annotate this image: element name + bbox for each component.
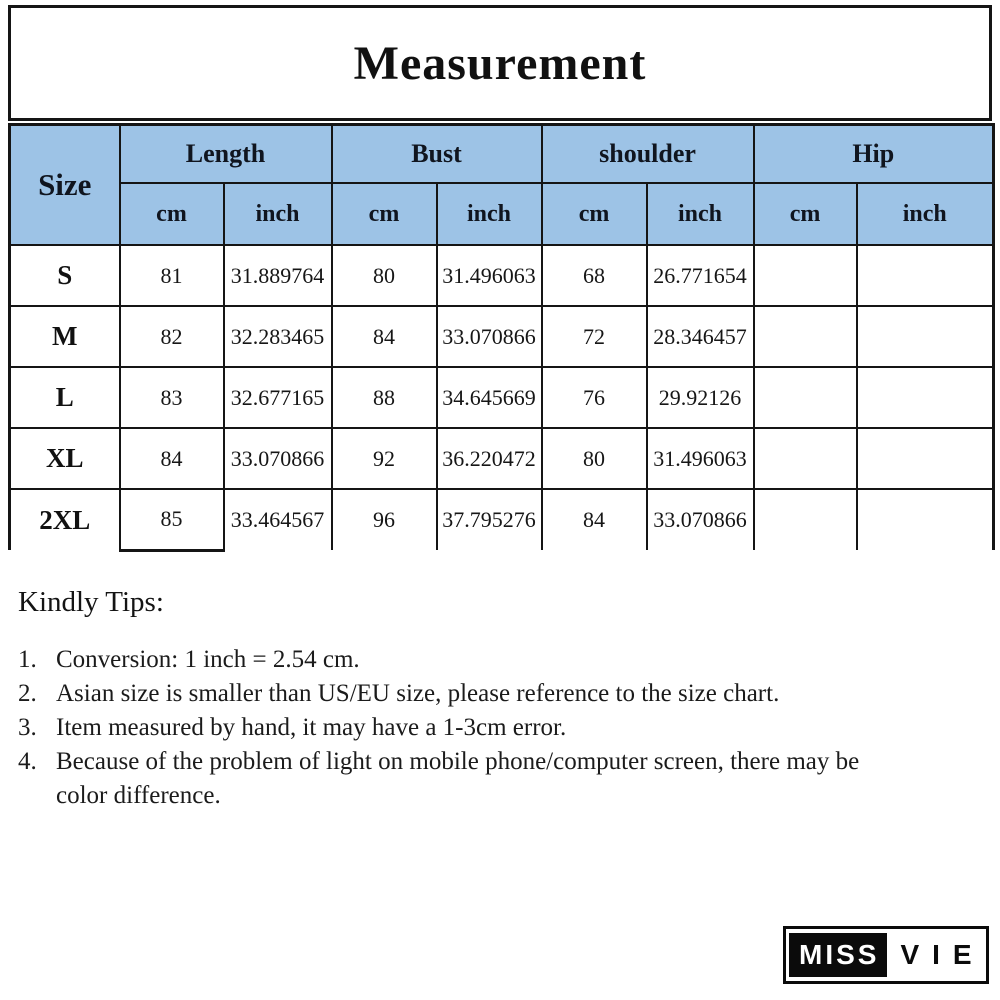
tip-item (18, 677, 992, 711)
measurement-cell (857, 428, 994, 489)
tip-text: Item measured by hand, it may have a 1-3cm error. (56, 713, 567, 741)
measurement-cell (754, 306, 857, 367)
column-group-hip: Hip (754, 125, 994, 184)
tip-item (18, 745, 992, 813)
missvie-logo (783, 926, 989, 984)
tip-number: 2. (18, 679, 37, 707)
unit-header-row (10, 183, 994, 245)
measurement-cell: 31.889764 (224, 245, 332, 306)
unit-header-inch: inch (437, 183, 542, 245)
measurement-cell: 80 (542, 428, 647, 489)
measurement-cell: 84 (542, 489, 647, 550)
size-chart-sheet (8, 5, 992, 813)
size-cell: L (10, 367, 120, 428)
unit-header-cm: cm (542, 183, 647, 245)
measurement-cell: 28.346457 (647, 306, 754, 367)
size-cell: 2XL (10, 489, 120, 550)
measurement-cell: 33.070866 (647, 489, 754, 550)
size-cell: XL (10, 428, 120, 489)
tip-number: 3. (18, 713, 37, 741)
measurement-cell (857, 245, 994, 306)
measurement-cell (857, 489, 994, 550)
size-cell: M (10, 306, 120, 367)
column-group-bust: Bust (332, 125, 542, 184)
measurement-cell: 34.645669 (437, 367, 542, 428)
measurement-cell: 33.464567 (224, 489, 332, 550)
measurement-cell: 32.283465 (224, 306, 332, 367)
measurement-title-box (8, 5, 992, 121)
measurement-cell: 83 (120, 367, 224, 428)
measurement-cell: 68 (542, 245, 647, 306)
size-column-header: Size (10, 125, 120, 246)
measurement-table (8, 123, 995, 552)
tip-text: Conversion: 1 inch = 2.54 cm. (56, 645, 360, 673)
unit-header-cm: cm (754, 183, 857, 245)
measurement-cell (754, 489, 857, 550)
measurement-cell: 88 (332, 367, 437, 428)
table-row (10, 245, 994, 306)
measurement-cell: 33.070866 (224, 428, 332, 489)
measurement-cell (754, 245, 857, 306)
column-group-length: Length (120, 125, 332, 184)
table-row (10, 306, 994, 367)
measurement-cell: 31.496063 (647, 428, 754, 489)
measurement-cell: 33.070866 (437, 306, 542, 367)
measurement-cell (754, 428, 857, 489)
measurement-cell (857, 367, 994, 428)
column-group-shoulder: shoulder (542, 125, 754, 184)
measurement-cell: 96 (332, 489, 437, 550)
measurement-cell: 84 (120, 428, 224, 489)
measurement-cell: 80 (332, 245, 437, 306)
logo-miss-block: MISS (789, 933, 887, 977)
table-row (10, 428, 994, 489)
kindly-tips-section (18, 586, 992, 813)
measurement-cell: 36.220472 (437, 428, 542, 489)
tip-item (18, 711, 992, 745)
size-cell: S (10, 245, 120, 306)
measurement-cell (857, 306, 994, 367)
unit-header-cm: cm (332, 183, 437, 245)
page-title: Measurement (353, 36, 647, 90)
table-row (10, 489, 994, 550)
tip-text: Because of the problem of light on mobile phone/computer screen, there may be color difference. (56, 747, 860, 809)
unit-header-inch: inch (647, 183, 754, 245)
logo-vie-text: VIE (900, 939, 985, 970)
measurement-cell: 37.795276 (437, 489, 542, 550)
tip-text: Asian size is smaller than US/EU size, please reference to the size chart. (56, 679, 780, 707)
group-header-row (10, 125, 994, 184)
measurement-cell: 81 (120, 245, 224, 306)
tip-number: 4. (18, 747, 37, 775)
unit-header-inch: inch (224, 183, 332, 245)
measurement-cell: 26.771654 (647, 245, 754, 306)
unit-header-cm: cm (120, 183, 224, 245)
table-row (10, 367, 994, 428)
tips-heading: Kindly Tips: (18, 585, 164, 618)
measurement-cell: 76 (542, 367, 647, 428)
measurement-cell: 82 (120, 306, 224, 367)
tip-number: 1. (18, 645, 37, 673)
measurement-cell: 32.677165 (224, 367, 332, 428)
measurement-cell: 29.92126 (647, 367, 754, 428)
measurement-cell: 31.496063 (437, 245, 542, 306)
tip-item (18, 643, 992, 677)
measurement-cell (754, 367, 857, 428)
measurement-cell: 72 (542, 306, 647, 367)
unit-header-inch: inch (857, 183, 994, 245)
measurement-cell: 92 (332, 428, 437, 489)
measurement-cell: 84 (332, 306, 437, 367)
measurement-cell: 85 (120, 489, 224, 550)
